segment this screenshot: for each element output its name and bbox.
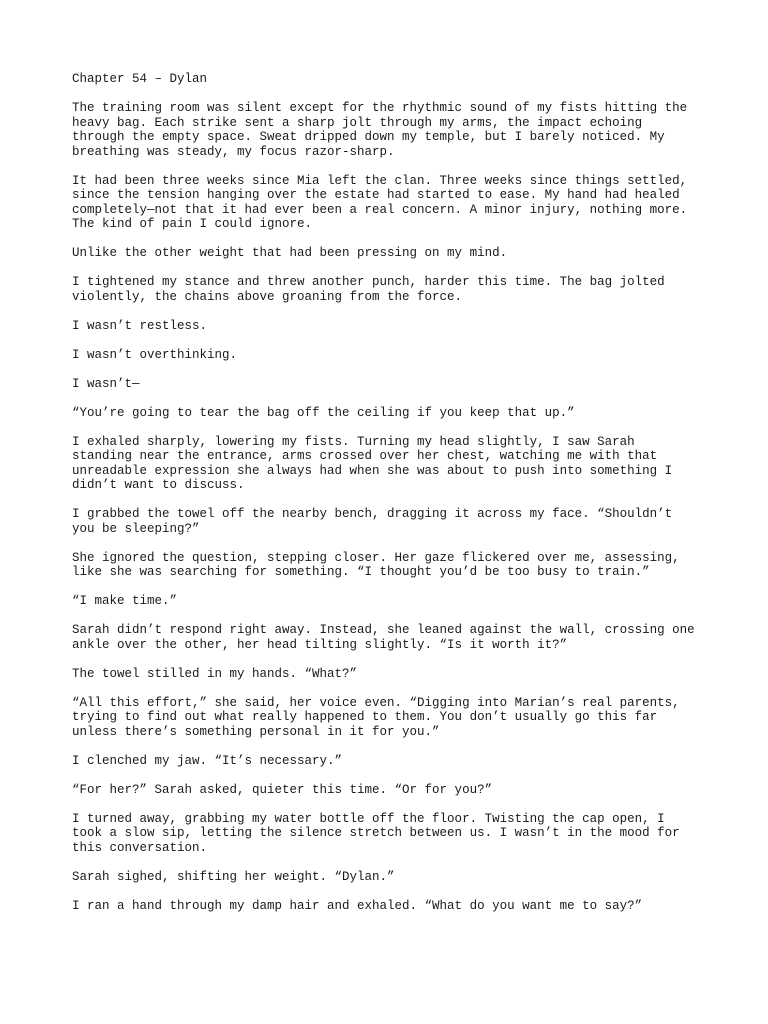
paragraph: “I make time.” xyxy=(72,594,178,608)
paragraph: “For her?” Sarah asked, quieter this time. “Or for you?” xyxy=(72,782,493,797)
paragraph: Sarah sighed, shifting her weight. “Dylan.” xyxy=(72,869,395,884)
paragraph: She ignored the question, stepping closer. Her gaze flickered over me, assessing, like she was searching for something. “I thought you’d be too busy to train.” xyxy=(72,550,680,579)
paragraph: The towel stilled in my hands. “What?” xyxy=(72,666,358,681)
paragraph: I ran a hand through my damp hair and exhaled. “What do you want me to say?” xyxy=(72,898,643,913)
paragraph: I clenched my jaw. “It’s necessary.” xyxy=(72,753,343,768)
paragraph: I wasn’t overthinking. xyxy=(72,347,238,362)
paragraph: I wasn’t restless. xyxy=(72,318,208,333)
paragraph: “All this effort,” she said, her voice even. “Digging into Marian’s real parents, trying to find out what really happened to them. You don’t usually go this far unless there’s something personal in it for you.” xyxy=(72,695,680,739)
paragraph: I turned away, grabbing my water bottle off the floor. Twisting the cap open, I took a slow sip, letting the silence stretch between us. I wasn’t in the mood for this conversation. xyxy=(72,811,680,855)
paragraph: I wasn’t— xyxy=(72,376,140,391)
paragraph: “You’re going to tear the bag off the ceiling if you keep that up.” xyxy=(72,405,575,420)
paragraph: Unlike the other weight that had been pressing on my mind. xyxy=(72,246,508,260)
paragraph: I exhaled sharply, lowering my fists. Turning my head slightly, I saw Sarah standing near the entrance, arms crossed over her chest, watching me with that unreadable expression she always had when she was about to push into something I didn’t want to discuss. xyxy=(72,434,673,492)
paragraph: I grabbed the towel off the nearby bench, dragging it across my face. “Shouldn’t you be sleeping?” xyxy=(72,507,673,536)
document-body xyxy=(72,72,702,928)
paragraph: The training room was silent except for the rhythmic sound of my fists hitting the heavy bag. Each strike sent a sharp jolt through my arms, the impact echoing through the empty space. Sweat dripped down my temple, but I barely noticed. My breathing was steady, my focus razor-sharp. xyxy=(72,101,688,159)
paragraph: It had been three weeks since Mia left the clan. Three weeks since things settled, since the tension hanging over the estate had started to ease. My hand had healed completely—not that it had ever been a real concern. A minor injury, nothing more. The kind of pain I could ignore. xyxy=(72,173,688,231)
paragraph: I tightened my stance and threw another punch, harder this time. The bag jolted violently, the chains above groaning from the force. xyxy=(72,275,665,304)
chapter-heading: Chapter 54 – Dylan xyxy=(72,72,208,86)
paragraph: Sarah didn’t respond right away. Instead, she leaned against the wall, crossing one ankle over the other, her head tilting slightly. “Is it worth it?” xyxy=(72,623,695,652)
